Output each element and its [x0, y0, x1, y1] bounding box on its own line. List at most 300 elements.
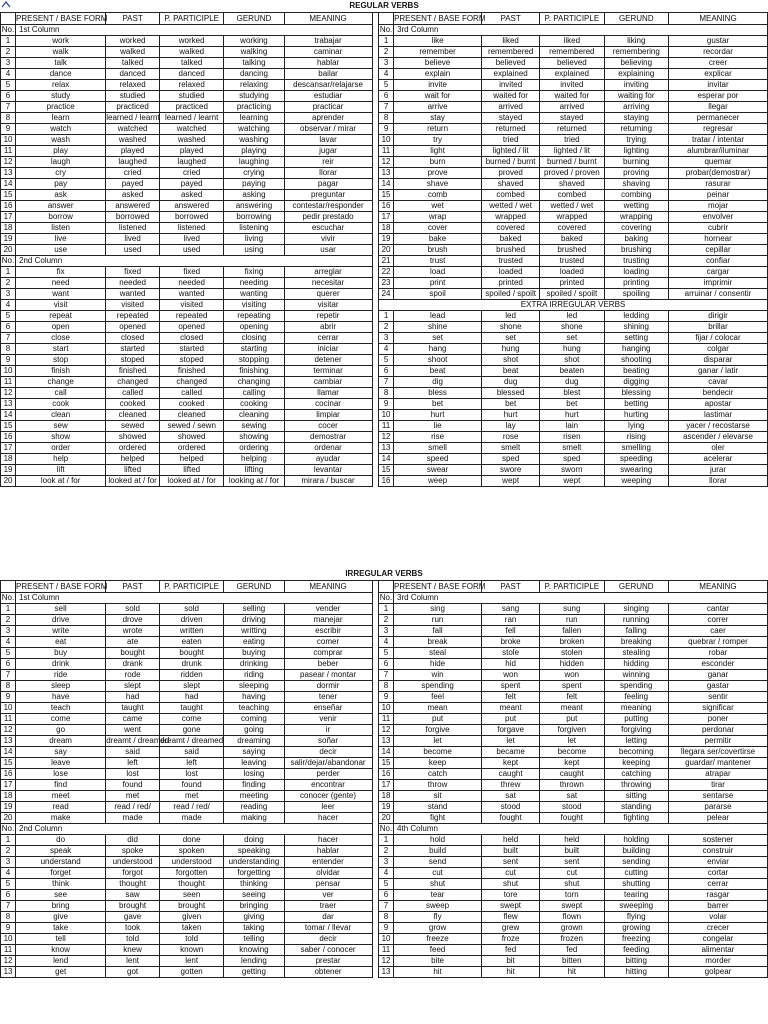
past-participle: sent	[540, 857, 604, 868]
table-row	[1, 157, 768, 168]
meaning: alumbrar/iluminar	[669, 146, 768, 157]
table-row	[1, 212, 768, 223]
past-participle: met	[159, 791, 223, 802]
table-row	[1, 615, 768, 626]
past-form: lost	[106, 769, 160, 780]
past-form: understood	[106, 857, 160, 868]
row-number: 1	[1, 267, 16, 278]
gerund: sitting	[604, 791, 668, 802]
meaning: cantar	[668, 604, 767, 615]
base-form: hang	[394, 344, 482, 355]
gerund: building	[604, 846, 668, 857]
table-title: REGULAR VERBS	[1, 0, 768, 13]
row-number: 13	[1, 399, 16, 410]
row-number: 14	[1, 747, 16, 758]
gerund: thinking	[224, 879, 284, 890]
meaning: perder	[284, 769, 372, 780]
base-form: invite	[394, 80, 482, 91]
past-participle: brushed	[540, 245, 604, 256]
past-participle: wetted / wet	[540, 201, 604, 212]
row-number: 13	[379, 967, 394, 978]
number-header: No.	[1, 256, 15, 265]
past-form: made	[106, 813, 160, 824]
table-row	[1, 289, 768, 300]
past-participle: arrived	[540, 102, 604, 113]
base-form: think	[16, 879, 106, 890]
meaning: perdonar	[668, 725, 767, 736]
column-header: P. PARTICIPLE	[159, 13, 223, 25]
past-form: relaxed	[106, 80, 160, 91]
meaning: decir	[284, 934, 372, 945]
past-form: rode	[106, 670, 160, 681]
gerund: beating	[604, 366, 668, 377]
base-form: become	[394, 747, 482, 758]
past-form: loaded	[482, 267, 540, 278]
base-form: feel	[394, 692, 482, 703]
irregular-verbs-sheet	[0, 568, 768, 978]
past-form: bit	[482, 956, 540, 967]
base-form: hit	[394, 967, 482, 978]
row-number: 11	[1, 377, 16, 388]
table-row	[1, 69, 768, 80]
row-number: 12	[379, 157, 394, 168]
table-row	[1, 377, 768, 388]
header-blank	[1, 13, 16, 25]
row-number: 4	[379, 344, 394, 355]
base-form: forget	[16, 868, 106, 879]
row-number: 2	[379, 47, 394, 58]
row-number: 1	[1, 835, 16, 846]
past-form: dug	[482, 377, 540, 388]
past-participle: practiced	[159, 102, 223, 113]
past-participle: brought	[159, 901, 223, 912]
gerund: understanding	[224, 857, 284, 868]
row-number: 16	[379, 769, 394, 780]
past-participle: lighted / lit	[540, 146, 604, 157]
gerund: teaching	[224, 703, 284, 714]
base-form: dance	[16, 69, 106, 80]
column-header: PAST	[106, 581, 160, 593]
past-participle: sworn	[540, 465, 604, 476]
past-form: thought	[106, 879, 160, 890]
column-header: PRESENT / BASE FORM	[394, 581, 486, 591]
row-number: 9	[379, 399, 394, 410]
row-number: 19	[379, 234, 394, 245]
row-number: 14	[379, 454, 394, 465]
past-participle: fallen	[540, 626, 604, 637]
base-form: fight	[394, 813, 482, 824]
past-form: asked	[106, 190, 160, 201]
past-participle: proved / proven	[540, 168, 604, 179]
column-header: PRESENT / BASE FORM	[16, 13, 108, 23]
meaning: dormir	[284, 681, 372, 692]
row-number: 2	[1, 47, 16, 58]
past-participle: returned	[540, 124, 604, 135]
base-form: spoil	[394, 289, 482, 300]
table-title: IRREGULAR VERBS	[1, 568, 768, 581]
base-form: say	[16, 747, 106, 758]
meaning: volar	[668, 912, 767, 923]
past-participle: understood	[159, 857, 223, 868]
number-header: No.	[1, 824, 15, 833]
gerund: helping	[224, 454, 284, 465]
past-form: gave	[106, 912, 160, 923]
base-form: bring	[16, 901, 106, 912]
past-participle: answered	[159, 201, 223, 212]
past-form: kept	[482, 758, 540, 769]
row-number: 17	[379, 780, 394, 791]
meaning: visitar	[284, 300, 372, 311]
past-participle: needed	[159, 278, 223, 289]
past-participle: meant	[540, 703, 604, 714]
past-participle: lifted	[159, 465, 223, 476]
base-form: speed	[394, 454, 482, 465]
meaning: yacer / recostarse	[669, 421, 768, 432]
meaning: escuchar	[284, 223, 372, 234]
base-form: sit	[394, 791, 482, 802]
past-participle: let	[540, 736, 604, 747]
table-row	[1, 25, 768, 36]
past-form: cut	[482, 868, 540, 879]
base-form: read	[16, 802, 106, 813]
base-form: sell	[16, 604, 106, 615]
past-form: broke	[482, 637, 540, 648]
base-form: hide	[394, 659, 482, 670]
past-participle: read / red/	[159, 802, 223, 813]
meaning: ganar	[668, 670, 767, 681]
past-participle: explained	[540, 69, 604, 80]
row-number: 6	[379, 366, 394, 377]
past-participle: won	[540, 670, 604, 681]
meaning: necesitar	[284, 278, 372, 289]
number-header: No.	[379, 593, 393, 602]
past-form: shot	[482, 355, 540, 366]
meaning: pasear / montar	[284, 670, 372, 681]
past-participle: lost	[159, 769, 223, 780]
row-number: 20	[1, 476, 16, 487]
past-participle: walked	[159, 47, 223, 58]
past-participle: sung	[540, 604, 604, 615]
base-form: lose	[16, 769, 106, 780]
meaning: beber	[284, 659, 372, 670]
past-participle: stoped	[159, 355, 223, 366]
past-form: wrapped	[482, 212, 540, 223]
meaning: ir	[284, 725, 372, 736]
past-participle: shaved	[540, 179, 604, 190]
row-number: 16	[1, 769, 16, 780]
gerund: studying	[224, 91, 284, 102]
meaning: arreglar	[284, 267, 372, 278]
meaning: cargar	[669, 267, 768, 278]
past-participle: told	[159, 934, 223, 945]
meaning: entender	[284, 857, 372, 868]
section-subheading: 3rd Column	[394, 25, 768, 36]
past-form: finished	[106, 366, 160, 377]
gerund: giving	[224, 912, 284, 923]
meaning: gustar	[669, 36, 768, 47]
past-form: fell	[482, 626, 540, 637]
meaning: regresar	[669, 124, 768, 135]
base-form: stand	[394, 802, 482, 813]
table-row	[1, 747, 768, 758]
base-form: cut	[394, 868, 482, 879]
past-participle: seen	[159, 890, 223, 901]
past-participle: cried	[159, 168, 223, 179]
table-row	[1, 190, 768, 201]
meaning: cocinar	[284, 399, 372, 410]
gerund: bitting	[604, 956, 668, 967]
gerund: ledding	[604, 311, 668, 322]
table-row	[1, 91, 768, 102]
gerund: borrowing	[224, 212, 284, 223]
past-form: threw	[482, 780, 540, 791]
past-form: brushed	[482, 245, 540, 256]
past-form: forgot	[106, 868, 160, 879]
row-number: 1	[379, 311, 394, 322]
table-row	[1, 322, 768, 333]
meaning: hornear	[669, 234, 768, 245]
section-subheading: 2nd Column	[16, 256, 373, 267]
gerund: opening	[224, 322, 284, 333]
base-form: understand	[16, 857, 106, 868]
meaning: congelar	[668, 934, 767, 945]
base-form: let	[394, 736, 482, 747]
meaning: dar	[284, 912, 372, 923]
past-participle: given	[159, 912, 223, 923]
row-number: 11	[379, 714, 394, 725]
past-participle: borrowed	[159, 212, 223, 223]
meaning: confiar	[669, 256, 768, 267]
table-row	[1, 267, 768, 278]
meaning: brillar	[669, 322, 768, 333]
past-participle: loaded	[540, 267, 604, 278]
gerund: explaining	[604, 69, 668, 80]
past-participle: bought	[159, 648, 223, 659]
base-form: feed	[394, 945, 482, 956]
row-number: 6	[379, 890, 394, 901]
base-form: write	[16, 626, 106, 637]
row-number: 9	[379, 692, 394, 703]
gerund: flying	[604, 912, 668, 923]
past-form: felt	[482, 692, 540, 703]
gerund: knowing	[224, 945, 284, 956]
base-form: print	[394, 278, 482, 289]
gerund: answering	[224, 201, 284, 212]
row-number: 3	[379, 857, 394, 868]
gerund: digging	[604, 377, 668, 388]
table-row	[1, 135, 768, 146]
gerund: living	[224, 234, 284, 245]
past-participle: spoiled / spoilt	[540, 289, 604, 300]
past-participle: blest	[540, 388, 604, 399]
row-number: 4	[379, 637, 394, 648]
meaning: leer	[284, 802, 372, 813]
column-header: GERUND	[224, 13, 284, 25]
base-form: burn	[394, 157, 482, 168]
past-form: meant	[482, 703, 540, 714]
row-number: 14	[1, 410, 16, 421]
meaning: abrir	[284, 322, 372, 333]
gerund: staying	[604, 113, 668, 124]
past-form: sent	[482, 857, 540, 868]
past-form: fixed	[106, 267, 160, 278]
gerund: speaking	[224, 846, 284, 857]
row-number: 5	[1, 80, 16, 91]
past-participle: called	[159, 388, 223, 399]
meaning: bendecir	[669, 388, 768, 399]
past-participle: looked at / for	[159, 476, 223, 487]
gerund: sweeping	[604, 901, 668, 912]
base-form: swear	[394, 465, 482, 476]
past-form: listened	[106, 223, 160, 234]
meaning: detener	[284, 355, 372, 366]
past-form: blessed	[482, 388, 540, 399]
row-number: 2	[379, 846, 394, 857]
row-number: 8	[1, 912, 16, 923]
gerund: buying	[224, 648, 284, 659]
past-participle: repeated	[159, 311, 223, 322]
past-form: proved	[482, 168, 540, 179]
past-form: stayed	[482, 113, 540, 124]
past-form: talked	[106, 58, 160, 69]
row-number: 8	[379, 113, 394, 124]
meaning: pelear	[668, 813, 767, 824]
base-form: lend	[16, 956, 106, 967]
past-participle: frozen	[540, 934, 604, 945]
table-row	[1, 780, 768, 791]
gerund: visiting	[224, 300, 284, 311]
past-form: led	[482, 311, 540, 322]
past-form: remembered	[482, 47, 540, 58]
table-row	[1, 835, 768, 846]
row-number: 6	[1, 322, 16, 333]
row-number: 1	[1, 36, 16, 47]
table-row	[1, 388, 768, 399]
row-number: 19	[379, 802, 394, 813]
base-form: study	[16, 91, 106, 102]
past-form: played	[106, 146, 160, 157]
section-subheading: 1st Column	[16, 593, 373, 604]
base-form: leave	[16, 758, 106, 769]
meaning: vivir	[284, 234, 372, 245]
base-form: work	[16, 36, 106, 47]
row-number: 14	[379, 179, 394, 190]
past-participle: stood	[540, 802, 604, 813]
past-form: believed	[482, 58, 540, 69]
row-number: 9	[1, 692, 16, 703]
past-participle: shot	[540, 355, 604, 366]
base-form: prove	[394, 168, 482, 179]
past-form: swore	[482, 465, 540, 476]
gerund: learning	[224, 113, 284, 124]
gerund: losing	[224, 769, 284, 780]
gerund: liking	[604, 36, 668, 47]
past-form: said	[106, 747, 160, 758]
base-form: hurt	[394, 410, 482, 421]
base-form: have	[16, 692, 106, 703]
meaning: observar / mirar	[284, 124, 372, 135]
meaning: acelerar	[669, 454, 768, 465]
past-participle: flown	[540, 912, 604, 923]
meaning: hacer	[284, 835, 372, 846]
base-form: close	[16, 333, 106, 344]
column-header: MEANING	[668, 581, 767, 593]
table-row	[1, 692, 768, 703]
base-form: spending	[394, 681, 482, 692]
table-row	[1, 80, 768, 91]
row-number: 13	[1, 168, 16, 179]
table-row	[1, 465, 768, 476]
past-participle: bitten	[540, 956, 604, 967]
gerund: spending	[604, 681, 668, 692]
base-form: get	[16, 967, 106, 978]
past-participle: combed	[540, 190, 604, 201]
base-form: bless	[394, 388, 482, 399]
row-number: 1	[379, 835, 394, 846]
gerund: seeing	[224, 890, 284, 901]
past-participle: remembered	[540, 47, 604, 58]
gerund: printing	[604, 278, 668, 289]
base-form: believe	[394, 58, 482, 69]
meaning: peinar	[669, 190, 768, 201]
gerund: shaving	[604, 179, 668, 190]
meaning: permanecer	[669, 113, 768, 124]
meaning: recordar	[669, 47, 768, 58]
past-form: tried	[482, 135, 540, 146]
column-header: PRESENT / BASE FORM	[394, 13, 486, 23]
gerund: breaking	[604, 637, 668, 648]
past-form: studied	[106, 91, 160, 102]
row-number: 13	[379, 168, 394, 179]
meaning: robar	[668, 648, 767, 659]
row-number: 5	[1, 311, 16, 322]
meaning: poner	[668, 714, 767, 725]
gerund: hanging	[604, 344, 668, 355]
past-form: tore	[482, 890, 540, 901]
gerund: practicing	[224, 102, 284, 113]
table-row	[1, 846, 768, 857]
row-number: 10	[1, 703, 16, 714]
gerund: dreaming	[224, 736, 284, 747]
meaning: sentir	[668, 692, 767, 703]
gerund: putting	[604, 714, 668, 725]
row-number: 6	[1, 890, 16, 901]
table-row	[1, 256, 768, 267]
past-participle: lent	[159, 956, 223, 967]
past-participle: put	[540, 714, 604, 725]
base-form: bake	[394, 234, 482, 245]
past-form: took	[106, 923, 160, 934]
meaning: sentarse	[668, 791, 767, 802]
table-row	[1, 945, 768, 956]
past-form: walked	[106, 47, 160, 58]
row-number: 14	[379, 747, 394, 758]
base-form: lift	[16, 465, 106, 476]
past-form: waited for	[482, 91, 540, 102]
table-row	[1, 179, 768, 190]
row-number: 7	[1, 333, 16, 344]
gerund: holding	[604, 835, 668, 846]
row-number: 7	[379, 102, 394, 113]
gerund: singing	[604, 604, 668, 615]
meaning: quemar	[669, 157, 768, 168]
row-number: 3	[1, 58, 16, 69]
gerund: speeding	[604, 454, 668, 465]
base-form: arrive	[394, 102, 482, 113]
past-form: repeated	[106, 311, 160, 322]
gerund: covering	[604, 223, 668, 234]
table-row	[1, 300, 768, 311]
